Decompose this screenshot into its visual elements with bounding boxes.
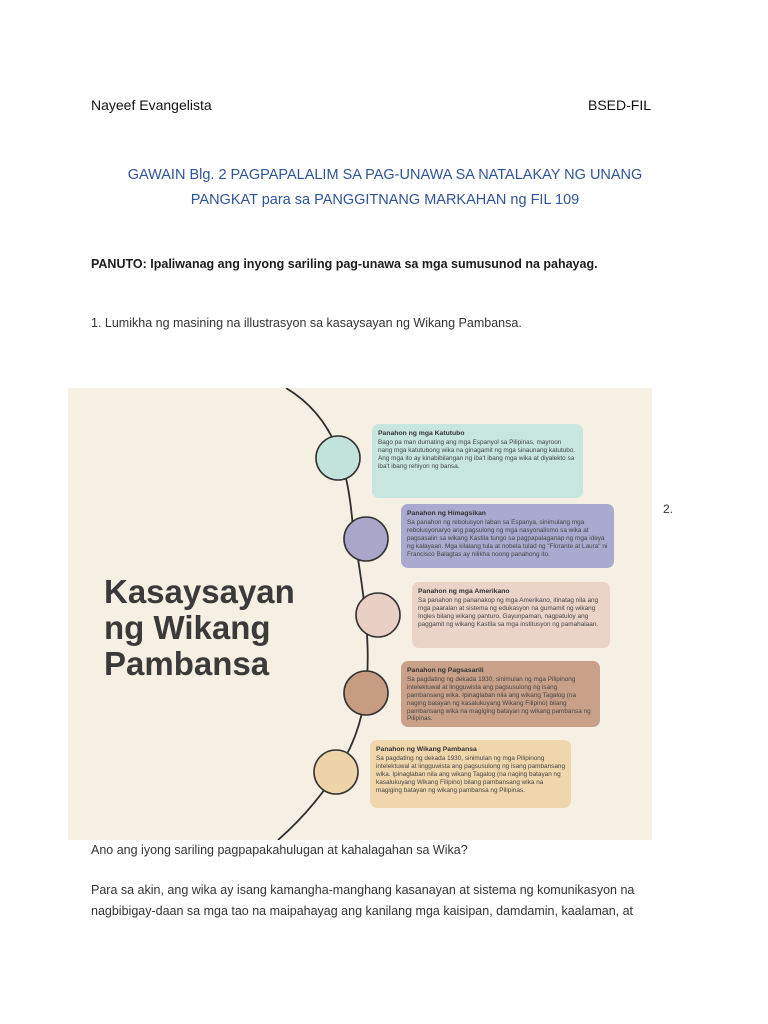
card-pagsasarili — [401, 661, 600, 727]
card-body: Sa panahon ng pananakop ng mga Amerikano, itinatag nila ang mga paaralan at sistema ng edukasyon na gumamit ng wikang Ingles bilang wikang panturo. Gayunpaman, nagpatuloy ang paggamit ng wikang Kastila sa mga institusyon ng pamahalaan. — [418, 596, 599, 628]
timeline-node-pagsasarili — [344, 671, 388, 715]
card-title: Panahon ng Pagsasarili — [407, 667, 484, 674]
activity-title-line-2: PANGKAT para sa PANGGITNANG MARKAHAN ng FIL 109 — [190, 192, 580, 208]
card-title: Panahon ng Himagsikan — [407, 510, 486, 517]
card-title: Panahon ng mga Katutubo — [378, 430, 465, 437]
course-label: BSED-FIL — [588, 97, 652, 113]
card-amerikano — [412, 582, 610, 648]
instructions: PANUTO: Ipaliwanag ang inyong sariling pag-unawa sa mga sumusunod na pahayag. — [91, 257, 598, 271]
timeline-node-wikang-pambansa — [314, 750, 358, 794]
infographic-title-line-2: ng Wikang — [104, 609, 271, 646]
card-body: Sa pagdating ng dekada 1930, sinimulan ng mga Pilipinong intelektuwal at lingguwista ang pagsusulong ng isang pambansang wika. Ipinaglaban nila ang wikang Tagalog (na naging batayan ng kasalukuyang Wikang Filipino) bilang pambansang wika na magiging batayan ng wikang pambansa ng Pilipinas. — [376, 754, 566, 794]
card-body: Bago pa man dumating ang mga Espanyol sa Pilipinas, mayroon nang mga katutubong wika na ginagamit ng mga sinaunang katutubo. Ang mga ito ay kinabibilangan ng iba't ibang mga wika at diyalekto sa iba't ibang rehiyon ng bansa. — [378, 438, 576, 470]
card-title: Panahon ng Wikang Pambansa — [376, 746, 477, 753]
timeline-node-katutubo — [316, 436, 360, 480]
timeline-node-himagsikan — [344, 517, 388, 561]
card-title: Panahon ng mga Amerikano — [418, 588, 510, 595]
infographic-image — [68, 388, 652, 840]
item-1: 1. Lumikha ng masining na illustrasyon sa kasaysayan ng Wikang Pambansa. — [91, 316, 522, 330]
card-katutubo — [372, 424, 583, 498]
activity-title — [90, 163, 680, 213]
item-2-number: 2. — [663, 502, 674, 516]
student-name: Nayeef Evangelista — [91, 97, 212, 113]
activity-title-line-1: GAWAIN Blg. 2 PAGPAPALALIM SA PAG-UNAWA SA NATALAKAY NG UNANG — [127, 167, 643, 183]
infographic-title-line-3: Pambansa — [104, 645, 270, 682]
question: Ano ang iyong sariling pagpapakahulugan at kahalagahan sa Wika? — [91, 843, 468, 857]
card-body: Sa panahon ng rebolusyon laban sa Espanya, sinimulang mga rebolusyonaryo ang pagsulong ng mga nasyonalismo sa wika at pagsasalin sa wikang Kastila tungo sa pagpapalaganap ng mga ideya ng kalayaan. Mga kilalang tula at nobela tulad ng "Florante at Laura" ni Francisco Balagtas ay nilikha noong panahong ito. — [407, 518, 608, 558]
answer-paragraph: Para sa akin, ang wika ay isang kamangha-manghang kasanayan at sistema ng komunikasyon na nagbibigay-daan sa mga tao na maipahayag ang kanilang mga kaisipan, damdamin, kaalaman, at — [91, 883, 635, 918]
card-wikang-pambansa — [370, 740, 571, 808]
card-body: Sa pagdating ng dekada 1930, sinimulan ng mga Pilipinong intelektuwal at lingguwista ang pagsusulong ng isang pambansang wika. Ipinaglaban nila ang wikang Tagalog (na naging batayan ng kasalukuyang Wikang Filipino) bilang pambansang wika na magiging batayan ng wikang pambansa ng Pilipinas. — [407, 675, 591, 723]
card-himagsikan — [401, 504, 614, 568]
timeline-node-amerikano — [356, 593, 400, 637]
infographic-title-line-1: Kasaysayan — [104, 573, 295, 610]
